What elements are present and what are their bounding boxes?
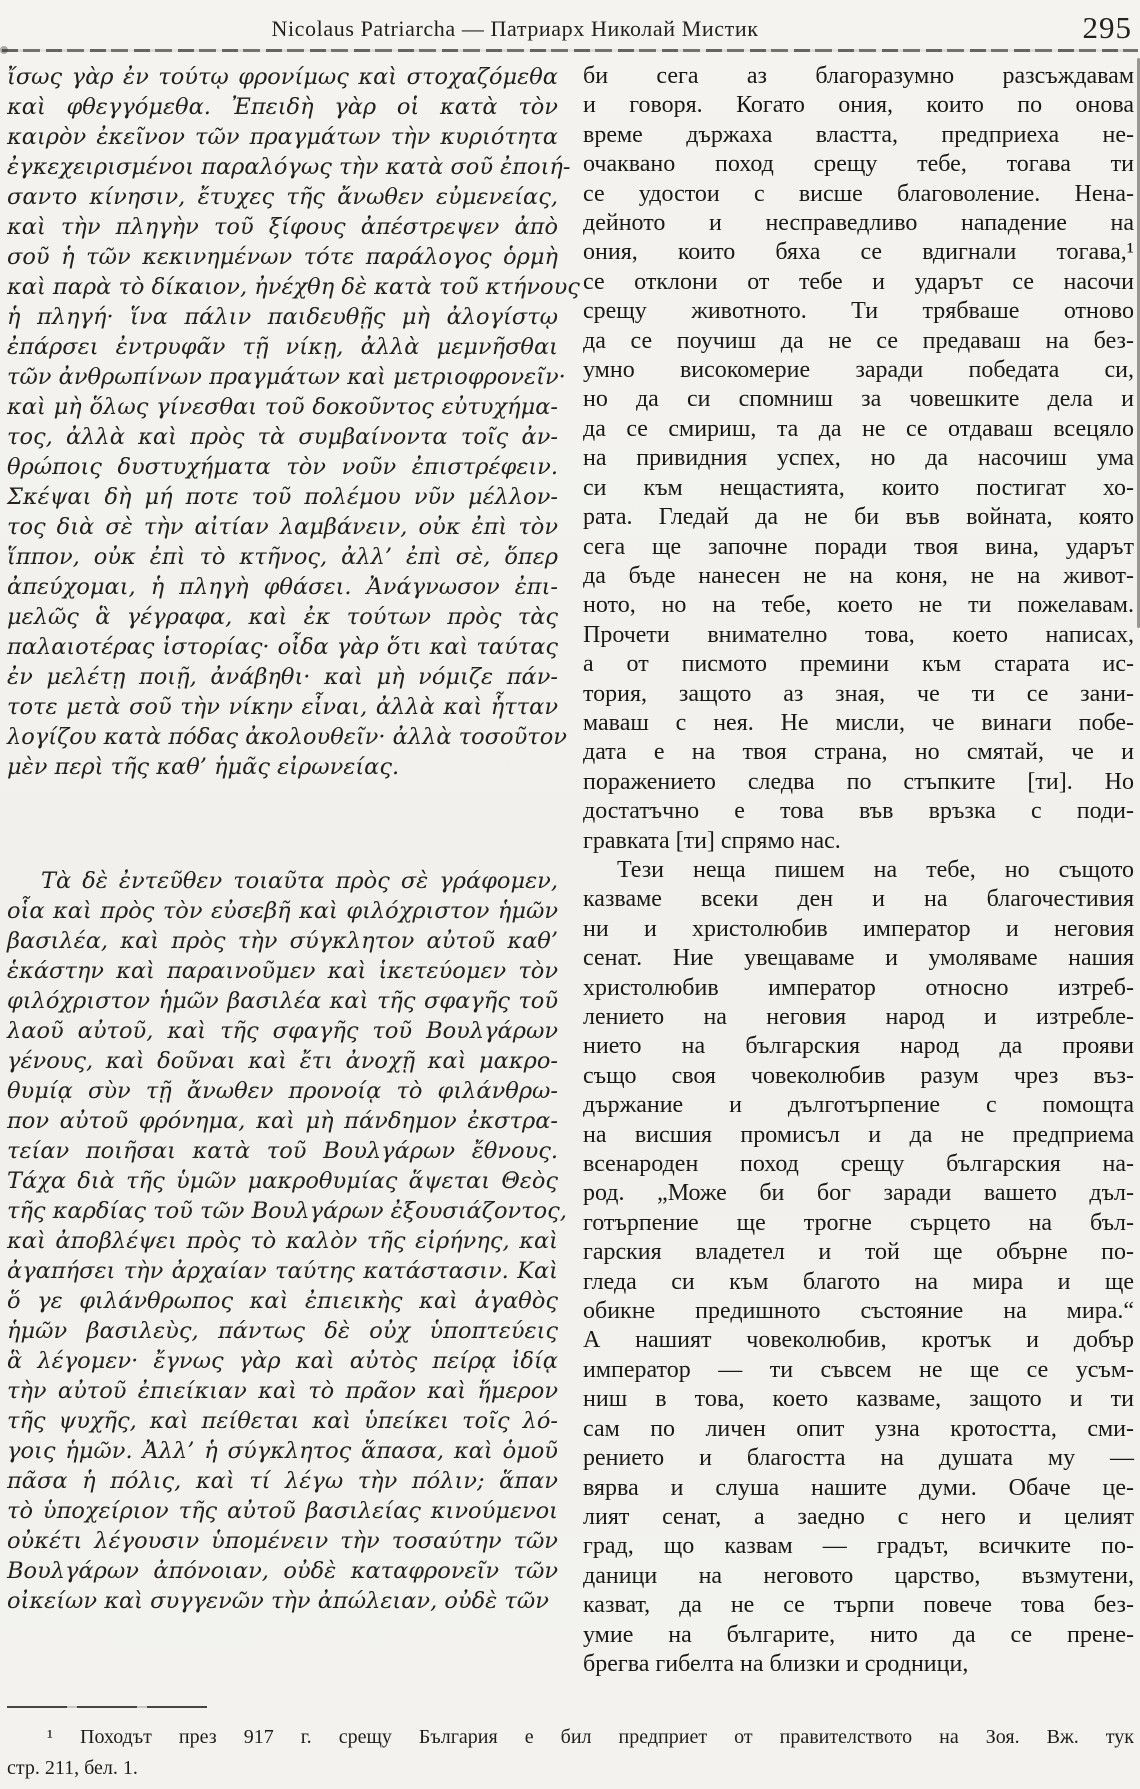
text-line: дата е на твоя страна, но смятай, че и [583,739,1134,766]
text-line: даници на неговото царство, възмутени, [583,1562,1134,1589]
text-line: λογίζου κατὰ πόδας ἀκολουθεῖν· ἀλλὰ τοσοῦτον [7,724,567,750]
text-line: достатъчно е това във връзка с поди- [583,798,1134,825]
running-title: Nicolaus Patriarcha — Патриарх Николай Мистик [271,16,759,41]
text-line: би сега аз благоразумно разсъждавам [583,63,1134,89]
paragraph [7,1722,1134,1784]
text-line: град, що казвам — градът, всичките по- [583,1533,1134,1560]
text-line: καιρὸν ἐκεῖνον τῶν πραγμάτων τὴν κυριότητα [7,124,558,150]
text-line: γένους, καὶ δοῦναι καὶ ἔτι ἀνοχῇ καὶ μακρο- [7,1048,558,1074]
text-line: μὲν περὶ τῆς καθ’ ἡμᾶς εἰρωνείας. [7,754,400,780]
text-line: σαντο κίνησιν, ἔτυχες τῆς ἄνωθεν εὐμενείας, [7,184,558,210]
text-line: рението и благостта на душата му — [583,1445,1134,1472]
text-line: рата. Гледай да не би във войната, която [583,504,1134,531]
text-line: ἃ λέγομεν· ἔγνως γὰρ καὶ αὐτὸς πείρᾳ ἰδίᾳ [7,1348,558,1374]
text-line: καὶ παρὰ τὸ δίκαιον, ἠνέχθη δὲ κατὰ τοῦ κτήνους [7,274,580,300]
text-line: ἐπάρσει ἐντρυφᾶν τῇ νίκῃ, ἀλλὰ μεμνῆσθαι [7,334,558,360]
text-line: вярва и слуша нашите думи. Обаче це- [583,1474,1134,1501]
text-line: обикне предишното състояние на мира.“ [583,1298,1134,1325]
text-line: φιλόχριστον ἡμῶν βασιλέα καὶ τῆς σφαγῆς τοῦ [7,988,558,1014]
text-line: λαοῦ αὐτοῦ, καὶ τῆς σφαγῆς τοῦ Βουλγάρων [7,1018,558,1044]
text-line: τῆς ψυχῆς, καὶ πείθεται καὶ ὑπείκει τοῖς λό- [7,1408,558,1434]
text-line: христолюбив император относно изтреб- [583,974,1134,1001]
text-line: ἴσως γὰρ ἐν τούτῳ φρονίμως καὶ στοχαζόμεθα [7,64,558,90]
text-columns [7,62,1134,1679]
text-line: ὅ γε φιλάνθρωπος καὶ ἐπιεικὴς καὶ ἀγαθὸς [7,1288,558,1314]
text-line: ἑκάστην καὶ παραινοῦμεν καὶ ἱκετεύομεν τὸν [7,958,558,984]
text-line: сега ще започне поради твоя вина, ударът [583,533,1134,560]
page-header [0,10,1140,52]
text-line: поражението следва по стъпките [ти]. Но [583,768,1134,795]
text-line: умие на българите, нито да се прене- [583,1621,1134,1648]
text-line: παλαιοτέρας ἱστορίας· οἶδα γὰρ ὅτι καὶ ταύτας [7,634,558,660]
text-line: πον αὐτοῦ φρόνημα, καὶ μὴ πάνδημον ἐκστρα- [7,1108,558,1134]
text-line: дейното и несправедливо нападение на [583,210,1134,237]
text-line: ἡ πληγή· ἵνα πάλιν παιδευθῇς μὴ ἀλογίστῳ [7,304,558,330]
text-line: Τάχα διὰ τῆς ὑμῶν μακροθυμίας ἅψεται Θεὸς [7,1168,558,1194]
footnote [7,1722,1134,1784]
text-line: ония, които бяха се вдигнали тогава,¹ [583,239,1134,266]
page-number: 295 [1082,10,1132,45]
text-line: πᾶσα ἡ πόλις, καὶ τί λέγω τὴν πόλιν; ἅπαν [7,1468,558,1494]
text-line: τῆς καρδίας τοῦ τῶν Βουλγάρων ἐξουσιάζοντος, [7,1198,567,1224]
text-line: гравката [ти] спрямо нас. [583,827,841,854]
text-line: βασιλέα, καὶ πρὸς τὴν σύγκλητον αὐτοῦ καθ’ [7,928,558,954]
text-line: ἡμῶν βασιλεὺς, πάντως δὲ οὐχ ὑποπτεύεις [7,1318,558,1344]
text-line: род. „Може би бог заради вашето дъл- [583,1180,1134,1207]
text-line: τος διὰ σὲ τὴν αἰτίαν λαμβάνειν, οὐκ ἐπὶ τὸν [7,514,558,540]
text-line: очаквано поход срещу тебе, тогава ти [583,151,1134,178]
text-line: ниш в това, което казваме, защото и ти [583,1386,1134,1413]
text-line: си към нещастията, които постигат хо- [583,474,1134,501]
text-line: τῶν ἀνθρωπίνων πραγμάτων καὶ μετριοφρονεῖν· [7,364,566,390]
text-line: καὶ φθεγγόμεθα. Ἐπειδὴ γὰρ οἱ κατὰ τὸν [7,94,558,120]
paragraph [583,62,1134,856]
greek-text-column [7,62,580,1679]
text-line: и говоря. Когато ония, които по онова [583,92,1134,119]
text-line: οὐκέτι λέγουσιν ὑπομένειν τὴν τοσαύτην τῶν [7,1528,558,1554]
paragraph [583,856,1134,1679]
text-line: брегва гибелта на близки и сродници, [583,1650,969,1677]
text-line: γοις ἡμῶν. Ἀλλ’ ἡ σύγκλητος ἅπασα, καὶ ὁμοῦ [7,1438,558,1464]
text-line: стр. 211, бел. 1. [7,1757,138,1779]
text-line: император — ти съвсем не ще се усъм- [583,1356,1134,1383]
text-line: Βουλγάρων ἀπόνοιαν, οὐδὲ καταφρονεῖν τῶν [7,1558,558,1584]
text-line: да се поучиш да не се предаваш на без- [583,327,1134,354]
text-line: σοῦ ἡ τῶν κεκινημένων τότε παράλογος ὁρμὴ [7,244,558,270]
text-line: τὴν αὐτοῦ ἐπιείκιαν καὶ τὸ πρᾶον καὶ ἥμερον [7,1378,558,1404]
text-line: ἐγκεχειρισμένοι παραλόγως τὴν κατὰ σοῦ ἐποιή- [7,154,571,180]
text-line: ни и христолюбив император и неговия [583,915,1134,942]
text-line: καὶ τὴν πληγὴν τοῦ ξίφους ἀπέστρεψεν ἀπὸ [7,214,558,240]
text-line: Σκέψαι δὴ μή ποτε τοῦ πολέμου νῦν μέλλον- [7,484,558,510]
text-line: ἀπεύχομαι, ἡ πληγὴ φθάσει. Ἀνάγνωσον ἐπι- [7,574,558,600]
text-line: време държаха властта, предприеха не- [583,121,1134,148]
text-line: τείαν ποιῆσαι κατὰ τοῦ Βουλγάρων ἔθνους. [7,1138,558,1164]
text-line: μελῶς ἃ γέγραφα, καὶ ἐκ τούτων πρὸς τὰς [7,604,558,630]
text-line: καὶ ἀποβλέψει πρὸς τὸ καλὸν τῆς εἰρήνης, καὶ [7,1228,558,1254]
text-line: θρώποις δυστυχήματα τὸν νοῦν ἐπιστρέφειν. [7,454,558,480]
text-line: ἀγαπήσει τὴν ἀρχαίαν ταύτης κατάστασιν. Καὶ [7,1258,558,1284]
bulgarian-text-column [583,62,1134,1679]
text-line: се отклони от тебе и ударът се насочи [583,268,1134,295]
text-line: А нашият човеколюбив, кротък и добър [583,1327,1134,1354]
text-line: θυμίᾳ σὺν τῇ ἄνωθεν προνοίᾳ τὸ φιλάνθρω- [7,1078,558,1104]
text-line: срещу животното. Ти трябваше отново [583,298,1134,325]
text-line: οἰκείων καὶ συγγενῶν τὴν ἀπώλειαν, οὐδὲ τῶν [7,1588,549,1614]
text-line: на висшия промисъл и да не предприема [583,1121,1134,1148]
text-line: τοτε μετὰ σοῦ τὴν νίκην εἶναι, ἀλλὰ καὶ ἧτταν [7,694,558,720]
footnote-separator [7,1706,207,1708]
text-line: τὸ ὑποχείριον τῆς αὐτοῦ βασιλείας κινούμενοι [7,1498,558,1524]
footnote-area [7,1706,1134,1784]
text-line: също своя човеколюбив разум чрез въз- [583,1062,1134,1089]
text-line: се удостои с висше благоволение. Нена- [583,180,1134,207]
text-line: да бъде нанесен не на коня, не на живот- [583,562,1134,589]
text-line: умно високомерие заради победата си, [583,357,1134,384]
header-rule [2,49,1138,52]
text-line: Τὰ δὲ ἐντεῦθεν τοιαῦτα πρὸς σὲ γράφομεν, [41,868,558,894]
text-line: тория, защото аз зная, че ти се зани- [583,680,1134,707]
text-line: държание и дълготърпение с помощта [583,1092,1134,1119]
text-line: всенароден поход срещу българския на- [583,1151,1134,1178]
scan-smudge-artifact [0,46,8,54]
text-line: ното, но на тебе, което не ти пожелавам. [583,592,1134,619]
text-line: на привидния успех, но да насочиш ума [583,445,1134,472]
text-line: τος, ἀλλὰ καὶ πρὸς τὰ συμβαίνοντα τοῖς ἀν- [7,424,558,450]
text-line: маваш с нея. Не мисли, че винаги побе- [583,709,1134,736]
text-line: но да си спомниш за човешките дела и [583,386,1134,413]
text-line: казват, да не се търпи повече това без- [583,1592,1134,1619]
text-line: сенат. Ние увещаваме и умоляваме нашия [583,945,1134,972]
text-line: казваме всеки ден и на благочестивия [583,886,1134,913]
text-line: да се смириш, та да не се отдаваш всецяло [583,415,1134,442]
text-line: οἷα καὶ πρὸς τὸν εὐσεβῆ καὶ φιλόχριστον ἡμῶν [7,898,558,924]
text-line: гарския владетел и той ще обърне по- [583,1239,1134,1266]
text-line: Тези неща пишем на тебе, но същото [617,856,1134,883]
text-line: лението на неговия народ и изтребле- [583,1004,1134,1030]
text-line: гледа си към благото на мира и ще [583,1268,1134,1295]
text-line: лият сенат, а заедно с него и целият [583,1503,1134,1530]
text-line: а от писмото премини към старата ис- [583,651,1134,678]
text-line: ἵππον, οὐκ ἐπὶ τὸ κτῆνος, ἀλλ’ ἐπὶ σὲ, ὅπερ [7,544,558,570]
text-line: нието на българския народ да прояви [583,1033,1134,1060]
text-line: Прочети внимателно това, което написах, [583,621,1134,648]
text-line: готърпение ще трогне сърцето на бъл- [583,1209,1134,1236]
paragraph [7,866,567,1616]
text-line: ἐν μελέτῃ ποιῇ, ἀνάβηθι· καὶ μὴ νόμιζε πάν- [7,664,558,690]
paragraph [7,62,580,782]
text-line: ¹ Походът през 917 г. срещу България е бил предприет от правителството на Зоя. Вж. тук [47,1726,1134,1748]
text-line: сам по личен опит узна кротостта, сми- [583,1415,1134,1442]
text-line: καὶ μὴ ὅλως γίνεσθαι τοῦ δοκοῦντος εὐτυχήμα- [7,394,558,420]
